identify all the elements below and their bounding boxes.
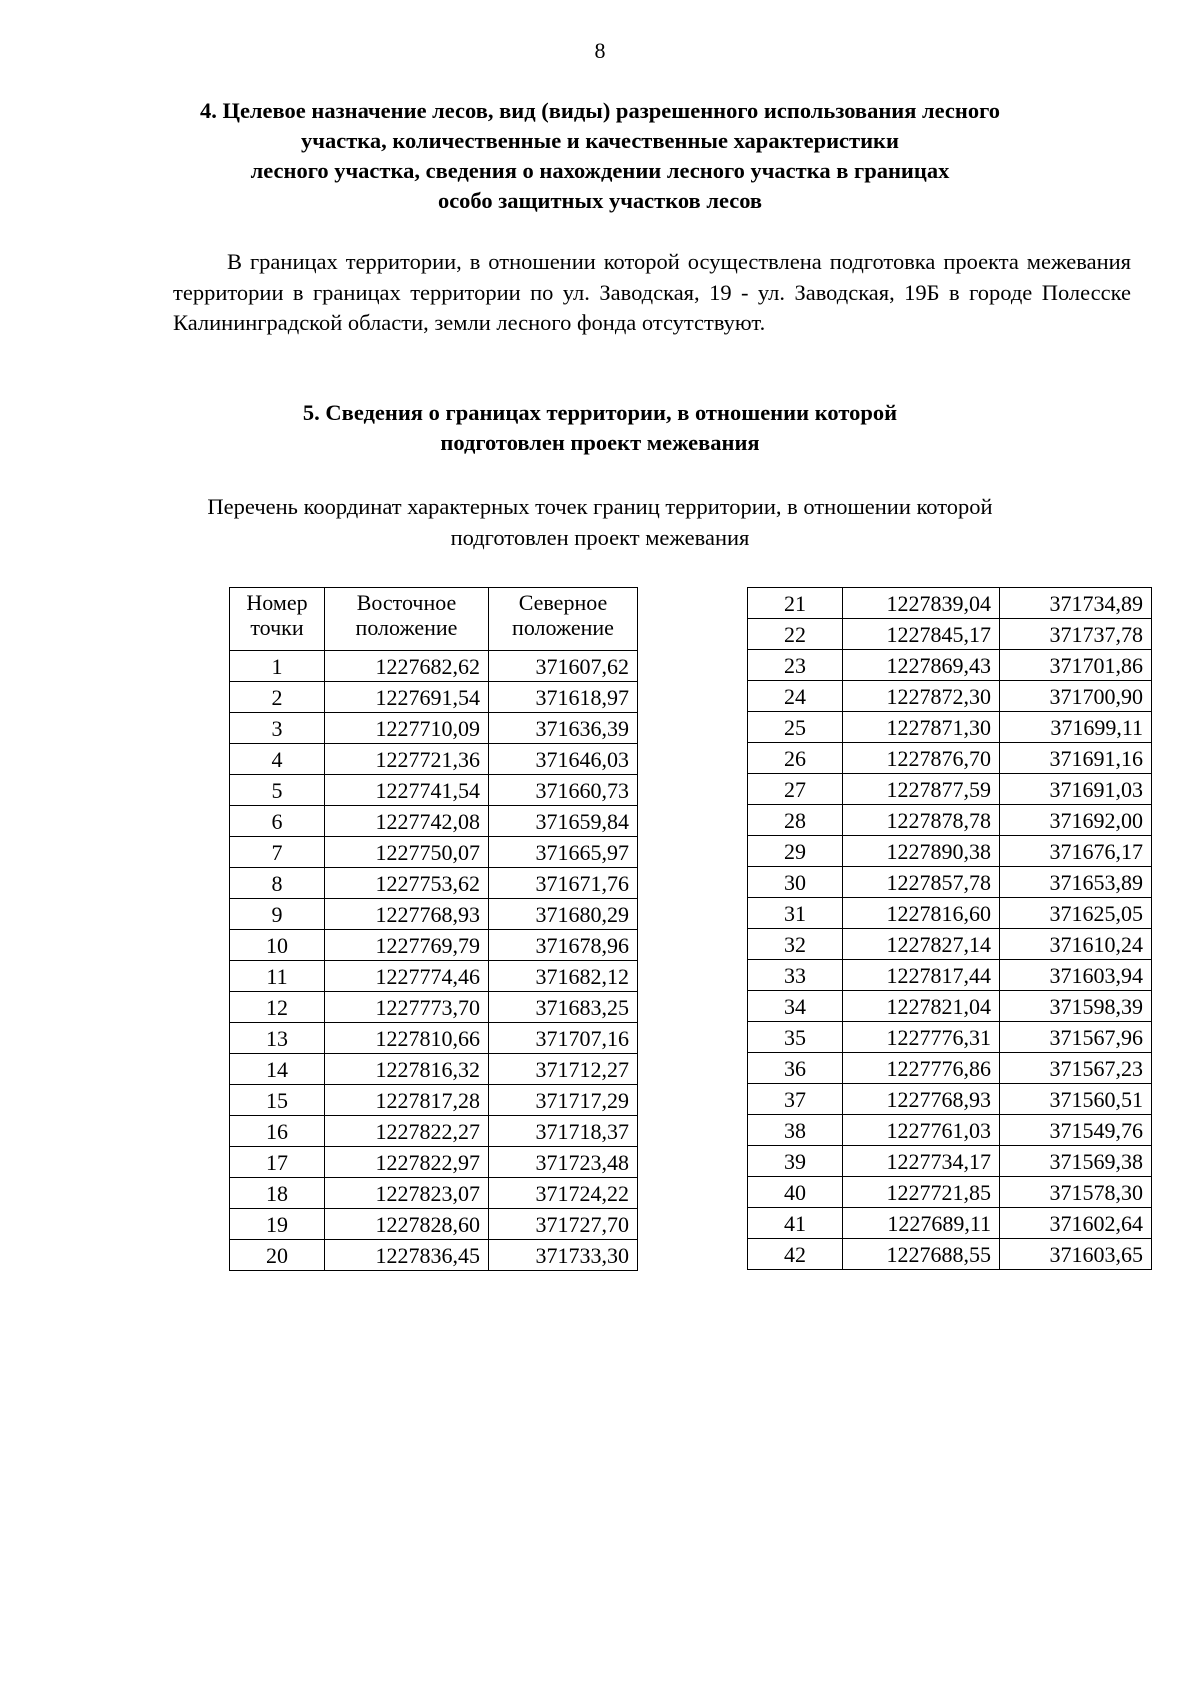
title-line: особо защитных участков лесов bbox=[437, 188, 763, 213]
table-header-row bbox=[230, 588, 638, 651]
north-coordinate-cell: 371724,22 bbox=[489, 1178, 638, 1209]
table-row bbox=[748, 1022, 1152, 1053]
point-number-cell: 1 bbox=[230, 651, 325, 682]
east-coordinate-cell: 1227817,28 bbox=[325, 1085, 489, 1116]
table-row bbox=[748, 836, 1152, 867]
point-number-cell: 38 bbox=[748, 1115, 843, 1146]
table-row bbox=[748, 898, 1152, 929]
north-coordinate-cell: 371691,03 bbox=[1000, 774, 1152, 805]
north-coordinate-cell: 371671,76 bbox=[489, 868, 638, 899]
north-coordinate-cell: 371712,27 bbox=[489, 1054, 638, 1085]
north-coordinate-cell: 371733,30 bbox=[489, 1240, 638, 1271]
table-row bbox=[748, 743, 1152, 774]
east-coordinate-cell: 1227769,79 bbox=[325, 930, 489, 961]
coordinates-table-right bbox=[747, 587, 1152, 1270]
east-coordinate-cell: 1227822,97 bbox=[325, 1147, 489, 1178]
north-coordinate-cell: 371723,48 bbox=[489, 1147, 638, 1178]
north-coordinate-cell: 371660,73 bbox=[489, 775, 638, 806]
east-coordinate-cell: 1227827,14 bbox=[843, 929, 1000, 960]
north-coordinate-cell: 371646,03 bbox=[489, 744, 638, 775]
north-coordinate-cell: 371607,62 bbox=[489, 651, 638, 682]
title-line: 4. Целевое назначение лесов, вид (виды) разрешенного использования лесного bbox=[199, 98, 1001, 123]
point-number-cell: 3 bbox=[230, 713, 325, 744]
north-coordinate-cell: 371676,17 bbox=[1000, 836, 1152, 867]
caption-line: Перечень координат характерных точек границ территории, в отношении которой bbox=[207, 494, 993, 519]
table-row bbox=[230, 775, 638, 806]
table-row bbox=[230, 868, 638, 899]
table-row bbox=[748, 929, 1152, 960]
table-row bbox=[230, 837, 638, 868]
table-row bbox=[230, 1054, 638, 1085]
point-number-cell: 4 bbox=[230, 744, 325, 775]
table-row bbox=[230, 992, 638, 1023]
point-number-cell: 30 bbox=[748, 867, 843, 898]
point-number-cell: 33 bbox=[748, 960, 843, 991]
table-row bbox=[748, 619, 1152, 650]
table-row bbox=[748, 712, 1152, 743]
east-coordinate-cell: 1227816,60 bbox=[843, 898, 1000, 929]
table-row bbox=[230, 806, 638, 837]
point-number-cell: 28 bbox=[748, 805, 843, 836]
north-coordinate-cell: 371682,12 bbox=[489, 961, 638, 992]
north-coordinate-cell: 371659,84 bbox=[489, 806, 638, 837]
table-row bbox=[230, 1116, 638, 1147]
point-number-cell: 16 bbox=[230, 1116, 325, 1147]
table-row bbox=[230, 1023, 638, 1054]
north-coordinate-cell: 371678,96 bbox=[489, 930, 638, 961]
north-coordinate-cell: 371625,05 bbox=[1000, 898, 1152, 929]
east-coordinate-cell: 1227776,86 bbox=[843, 1053, 1000, 1084]
north-coordinate-cell: 371691,16 bbox=[1000, 743, 1152, 774]
point-number-cell: 14 bbox=[230, 1054, 325, 1085]
table-row bbox=[230, 1147, 638, 1178]
table-row bbox=[748, 960, 1152, 991]
header-line: положение bbox=[355, 615, 458, 640]
east-coordinate-cell: 1227761,03 bbox=[843, 1115, 1000, 1146]
table-row bbox=[748, 805, 1152, 836]
header-line: точки bbox=[250, 615, 304, 640]
table-row bbox=[230, 713, 638, 744]
point-number-cell: 35 bbox=[748, 1022, 843, 1053]
header-north bbox=[489, 588, 638, 651]
point-number-cell: 10 bbox=[230, 930, 325, 961]
table-row bbox=[748, 1239, 1152, 1270]
east-coordinate-cell: 1227821,04 bbox=[843, 991, 1000, 1022]
east-coordinate-cell: 1227823,07 bbox=[325, 1178, 489, 1209]
table-row bbox=[748, 1053, 1152, 1084]
point-number-cell: 13 bbox=[230, 1023, 325, 1054]
north-coordinate-cell: 371603,94 bbox=[1000, 960, 1152, 991]
point-number-cell: 5 bbox=[230, 775, 325, 806]
north-coordinate-cell: 371699,11 bbox=[1000, 712, 1152, 743]
point-number-cell: 17 bbox=[230, 1147, 325, 1178]
section-4-title bbox=[130, 96, 1070, 216]
east-coordinate-cell: 1227750,07 bbox=[325, 837, 489, 868]
north-coordinate-cell: 371683,25 bbox=[489, 992, 638, 1023]
north-coordinate-cell: 371737,78 bbox=[1000, 619, 1152, 650]
north-coordinate-cell: 371610,24 bbox=[1000, 929, 1152, 960]
table-row bbox=[748, 867, 1152, 898]
point-number-cell: 23 bbox=[748, 650, 843, 681]
east-coordinate-cell: 1227871,30 bbox=[843, 712, 1000, 743]
point-number-cell: 41 bbox=[748, 1208, 843, 1239]
north-coordinate-cell: 371636,39 bbox=[489, 713, 638, 744]
point-number-cell: 40 bbox=[748, 1177, 843, 1208]
east-coordinate-cell: 1227774,46 bbox=[325, 961, 489, 992]
header-line: Номер bbox=[246, 590, 308, 615]
east-coordinate-cell: 1227876,70 bbox=[843, 743, 1000, 774]
east-coordinate-cell: 1227869,43 bbox=[843, 650, 1000, 681]
east-coordinate-cell: 1227810,66 bbox=[325, 1023, 489, 1054]
north-coordinate-cell: 371567,96 bbox=[1000, 1022, 1152, 1053]
table-row bbox=[230, 1209, 638, 1240]
point-number-cell: 42 bbox=[748, 1239, 843, 1270]
north-coordinate-cell: 371707,16 bbox=[489, 1023, 638, 1054]
north-coordinate-cell: 371700,90 bbox=[1000, 681, 1152, 712]
table-row bbox=[230, 682, 638, 713]
east-coordinate-cell: 1227689,11 bbox=[843, 1208, 1000, 1239]
north-coordinate-cell: 371718,37 bbox=[489, 1116, 638, 1147]
east-coordinate-cell: 1227734,17 bbox=[843, 1146, 1000, 1177]
east-coordinate-cell: 1227828,60 bbox=[325, 1209, 489, 1240]
north-coordinate-cell: 371618,97 bbox=[489, 682, 638, 713]
coordinates-table-left bbox=[229, 587, 638, 1271]
point-number-cell: 32 bbox=[748, 929, 843, 960]
table-row bbox=[230, 1178, 638, 1209]
page-number: 8 bbox=[594, 38, 606, 63]
point-number-cell: 11 bbox=[230, 961, 325, 992]
east-coordinate-cell: 1227742,08 bbox=[325, 806, 489, 837]
point-number-cell: 29 bbox=[748, 836, 843, 867]
table-row bbox=[748, 774, 1152, 805]
table-row bbox=[748, 991, 1152, 1022]
point-number-cell: 36 bbox=[748, 1053, 843, 1084]
north-coordinate-cell: 371727,70 bbox=[489, 1209, 638, 1240]
east-coordinate-cell: 1227773,70 bbox=[325, 992, 489, 1023]
table-row bbox=[230, 961, 638, 992]
table-row bbox=[230, 651, 638, 682]
point-number-cell: 6 bbox=[230, 806, 325, 837]
table-row bbox=[748, 650, 1152, 681]
point-number-cell: 8 bbox=[230, 868, 325, 899]
north-coordinate-cell: 371653,89 bbox=[1000, 867, 1152, 898]
table-row bbox=[748, 681, 1152, 712]
east-coordinate-cell: 1227688,55 bbox=[843, 1239, 1000, 1270]
east-coordinate-cell: 1227776,31 bbox=[843, 1022, 1000, 1053]
north-coordinate-cell: 371560,51 bbox=[1000, 1084, 1152, 1115]
title-line: подготовлен проект межевания bbox=[440, 430, 760, 455]
east-coordinate-cell: 1227721,36 bbox=[325, 744, 489, 775]
table-row bbox=[230, 930, 638, 961]
point-number-cell: 31 bbox=[748, 898, 843, 929]
north-coordinate-cell: 371701,86 bbox=[1000, 650, 1152, 681]
caption-line: подготовлен проект межевания bbox=[450, 525, 750, 550]
east-coordinate-cell: 1227822,27 bbox=[325, 1116, 489, 1147]
east-coordinate-cell: 1227768,93 bbox=[325, 899, 489, 930]
point-number-cell: 7 bbox=[230, 837, 325, 868]
east-coordinate-cell: 1227877,59 bbox=[843, 774, 1000, 805]
table-row bbox=[748, 1208, 1152, 1239]
north-coordinate-cell: 371717,29 bbox=[489, 1085, 638, 1116]
header-line: Восточное bbox=[356, 590, 457, 615]
north-coordinate-cell: 371569,38 bbox=[1000, 1146, 1152, 1177]
point-number-cell: 18 bbox=[230, 1178, 325, 1209]
east-coordinate-cell: 1227817,44 bbox=[843, 960, 1000, 991]
table-row bbox=[230, 744, 638, 775]
table-caption bbox=[150, 491, 1050, 553]
north-coordinate-cell: 371680,29 bbox=[489, 899, 638, 930]
table-row bbox=[230, 1085, 638, 1116]
north-coordinate-cell: 371567,23 bbox=[1000, 1053, 1152, 1084]
table-row bbox=[748, 588, 1152, 619]
point-number-cell: 12 bbox=[230, 992, 325, 1023]
east-coordinate-cell: 1227710,09 bbox=[325, 713, 489, 744]
east-coordinate-cell: 1227691,54 bbox=[325, 682, 489, 713]
point-number-cell: 15 bbox=[230, 1085, 325, 1116]
east-coordinate-cell: 1227721,85 bbox=[843, 1177, 1000, 1208]
table-row bbox=[230, 899, 638, 930]
title-line: лесного участка, сведения о нахождении лесного участка в границах bbox=[250, 158, 950, 183]
east-coordinate-cell: 1227753,62 bbox=[325, 868, 489, 899]
point-number-cell: 27 bbox=[748, 774, 843, 805]
east-coordinate-cell: 1227682,62 bbox=[325, 651, 489, 682]
point-number-cell: 21 bbox=[748, 588, 843, 619]
table-row bbox=[748, 1146, 1152, 1177]
east-coordinate-cell: 1227878,78 bbox=[843, 805, 1000, 836]
point-number-cell: 20 bbox=[230, 1240, 325, 1271]
north-coordinate-cell: 371603,65 bbox=[1000, 1239, 1152, 1270]
header-point-number bbox=[230, 588, 325, 651]
point-number-cell: 26 bbox=[748, 743, 843, 774]
north-coordinate-cell: 371692,00 bbox=[1000, 805, 1152, 836]
east-coordinate-cell: 1227836,45 bbox=[325, 1240, 489, 1271]
east-coordinate-cell: 1227839,04 bbox=[843, 588, 1000, 619]
north-coordinate-cell: 371665,97 bbox=[489, 837, 638, 868]
east-coordinate-cell: 1227872,30 bbox=[843, 681, 1000, 712]
north-coordinate-cell: 371734,89 bbox=[1000, 588, 1152, 619]
point-number-cell: 34 bbox=[748, 991, 843, 1022]
header-east bbox=[325, 588, 489, 651]
table-row bbox=[748, 1177, 1152, 1208]
point-number-cell: 37 bbox=[748, 1084, 843, 1115]
east-coordinate-cell: 1227816,32 bbox=[325, 1054, 489, 1085]
north-coordinate-cell: 371549,76 bbox=[1000, 1115, 1152, 1146]
point-number-cell: 19 bbox=[230, 1209, 325, 1240]
table-row bbox=[230, 1240, 638, 1271]
header-line: Северное bbox=[518, 590, 608, 615]
title-line: 5. Сведения о границах территории, в отношении которой bbox=[302, 400, 898, 425]
east-coordinate-cell: 1227845,17 bbox=[843, 619, 1000, 650]
table-row bbox=[748, 1084, 1152, 1115]
table-row bbox=[748, 1115, 1152, 1146]
north-coordinate-cell: 371602,64 bbox=[1000, 1208, 1152, 1239]
point-number-cell: 25 bbox=[748, 712, 843, 743]
north-coordinate-cell: 371598,39 bbox=[1000, 991, 1152, 1022]
point-number-cell: 9 bbox=[230, 899, 325, 930]
title-line: участка, количественные и качественные характеристики bbox=[301, 128, 899, 153]
east-coordinate-cell: 1227890,38 bbox=[843, 836, 1000, 867]
east-coordinate-cell: 1227741,54 bbox=[325, 775, 489, 806]
point-number-cell: 2 bbox=[230, 682, 325, 713]
east-coordinate-cell: 1227768,93 bbox=[843, 1084, 1000, 1115]
east-coordinate-cell: 1227857,78 bbox=[843, 867, 1000, 898]
point-number-cell: 39 bbox=[748, 1146, 843, 1177]
section-4-paragraph: В границах территории, в отношении которой осуществлена подготовка проекта межевания территории в границах территории по ул. Заводская, 19 - ул. Заводская, 19Б в городе Полесске Калининградской области, земли лесного фонда отсутствуют. bbox=[173, 249, 1131, 335]
point-number-cell: 22 bbox=[748, 619, 843, 650]
point-number-cell: 24 bbox=[748, 681, 843, 712]
north-coordinate-cell: 371578,30 bbox=[1000, 1177, 1152, 1208]
header-line: положение bbox=[512, 615, 614, 640]
section-5-title bbox=[130, 398, 1070, 458]
